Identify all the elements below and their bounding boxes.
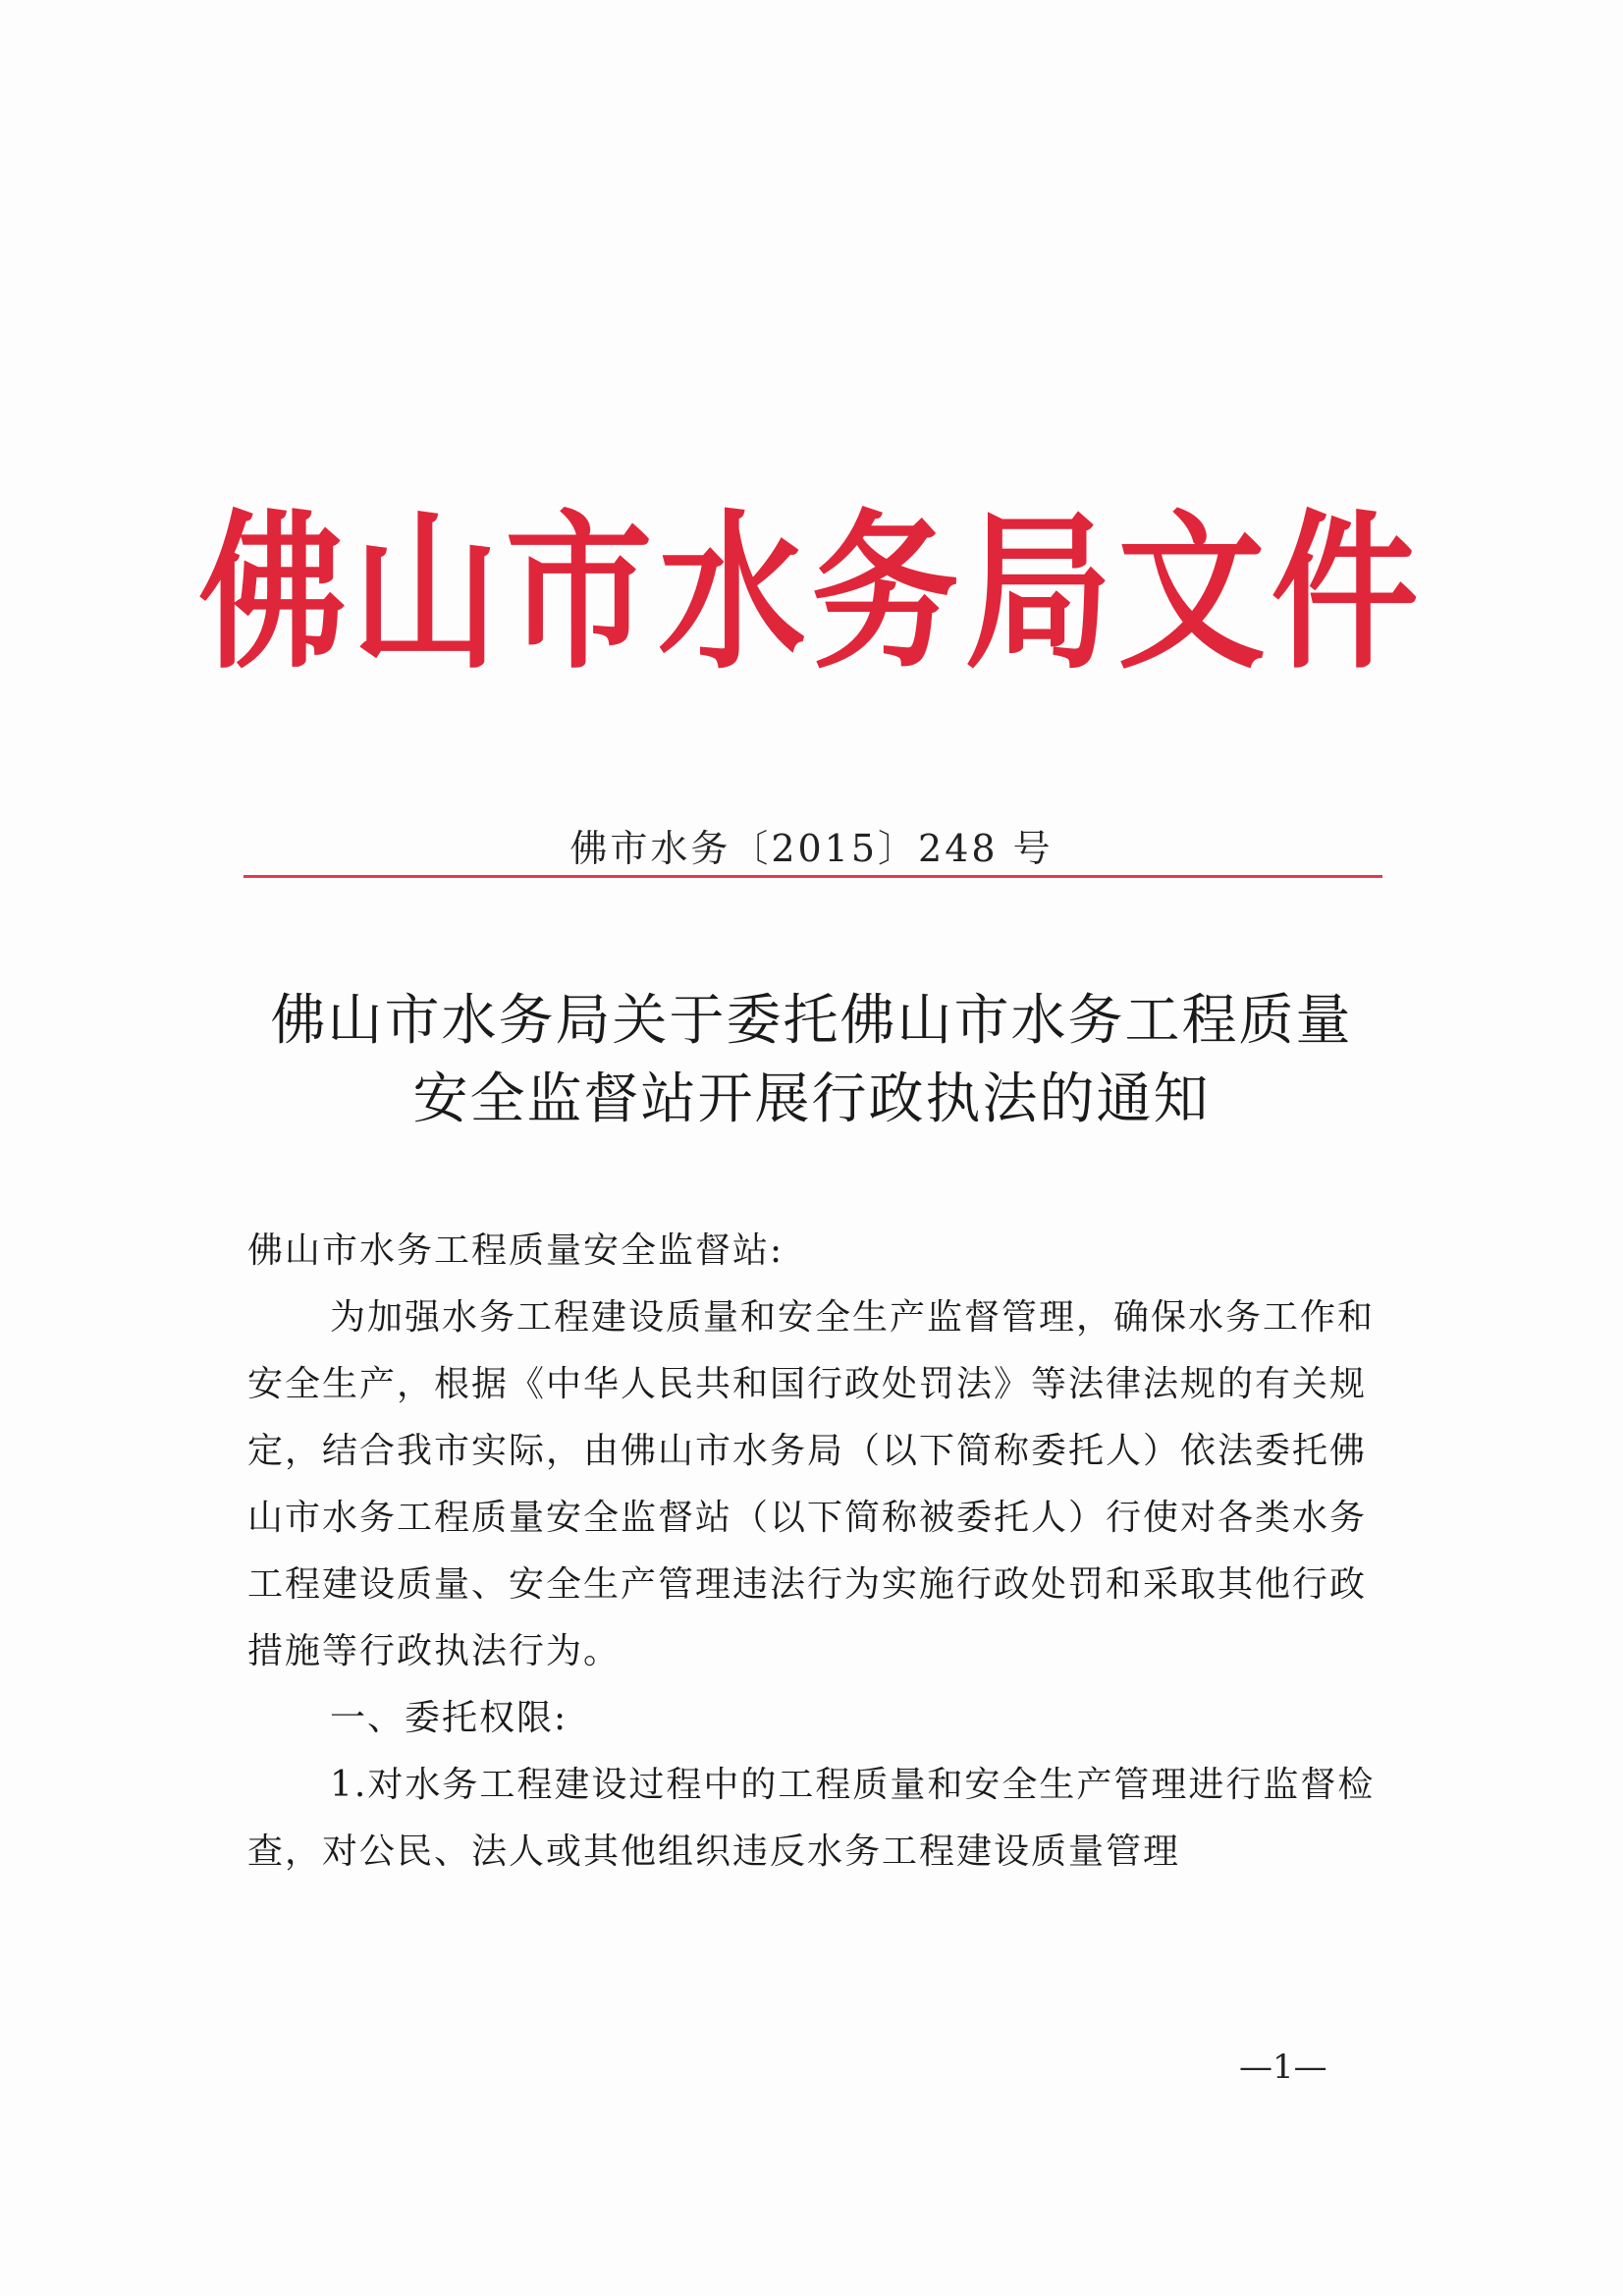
paragraph-1: 为加强水务工程建设质量和安全生产监督管理，确保水务工作和安全生产，根据《中华人民共和国行政处罚法》等法律法规的有关规定，结合我市实际，由佛山市水务局（以下简称委托人）依法委托佛山市水务工程质量安全监督站（以下简称被委托人）行使对各类水务工程建设质量、安全生产管理违法行为实施行政处罚和采取其他行政措施等行政执法行为。	[247, 1297, 1376, 1671]
title-line-1: 佛山市水务局关于委托佛山市水务工程质量	[270, 989, 1353, 1053]
document-number: 佛市水务〔2015〕248 号	[569, 827, 1054, 870]
salutation: 佛山市水务工程质量安全监督站:	[247, 1230, 784, 1271]
red-divider	[243, 875, 1382, 878]
page-number: —1—	[1239, 2048, 1327, 2087]
document-body	[247, 1218, 1382, 1886]
document-title	[0, 982, 1623, 1139]
item-1: 1.对水务工程建设过程中的工程质量和安全生产管理进行监督检查，对公民、法人或其他组织违反水务工程建设质量管理	[247, 1765, 1376, 1872]
issuer-banner: 佛山市水务局文件	[198, 495, 1425, 693]
section-1-heading: 一、委托权限:	[330, 1698, 568, 1738]
title-line-2: 安全监督站开展行政执法的通知	[412, 1067, 1211, 1131]
